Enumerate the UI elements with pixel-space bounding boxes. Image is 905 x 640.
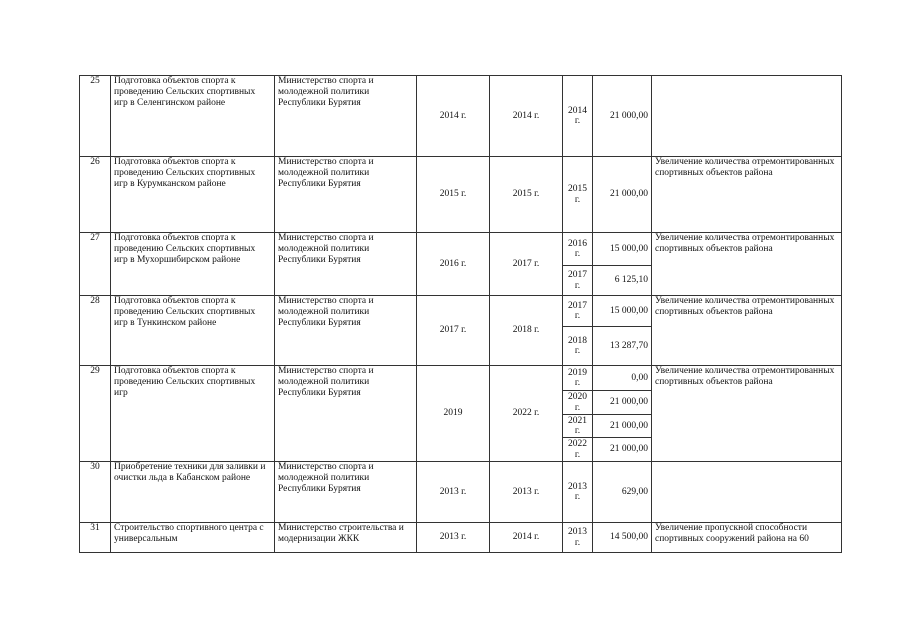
end-year: 2013 г. — [490, 462, 563, 523]
row-number: 28 — [80, 296, 111, 366]
funding-year: 2020 г. — [563, 391, 593, 415]
funding-amount: 629,00 — [593, 462, 652, 523]
start-year: 2019 — [417, 366, 490, 462]
funding-amount: 21 000,00 — [593, 391, 652, 415]
funding-year: 2013 г. — [563, 462, 593, 523]
funding-year: 2015 г. — [563, 157, 593, 233]
event-name: Приобретение техники для заливки и очистки льда в Кабанском районе — [111, 462, 275, 523]
program-table — [79, 75, 842, 553]
responsible-org: Министерство спорта и молодежной политики Республики Бурятия — [275, 462, 417, 523]
event-name: Подготовка объектов спорта к проведению Сельских спортивных игр в Курумканском районе — [111, 157, 275, 233]
end-year: 2018 г. — [490, 296, 563, 366]
funding-year: 2018 г. — [563, 327, 593, 366]
funding-amount: 15 000,00 — [593, 296, 652, 327]
expected-result — [652, 462, 842, 523]
table-row — [80, 462, 842, 523]
funding-year: 2016 г. — [563, 233, 593, 266]
table-row — [80, 76, 842, 157]
funding-amount: 13 287,70 — [593, 327, 652, 366]
end-year: 2014 г. — [490, 523, 563, 553]
expected-result: Увеличение количества отремонтированных спортивных объектов района — [652, 157, 842, 233]
funding-year: 2017 г. — [563, 296, 593, 327]
funding-year: 2017 г. — [563, 266, 593, 296]
start-year: 2014 г. — [417, 76, 490, 157]
table-row — [80, 157, 842, 233]
funding-year: 2014 г. — [563, 76, 593, 157]
responsible-org: Министерство спорта и молодежной политики Республики Бурятия — [275, 233, 417, 296]
event-name: Строительство спортивного центра с универсальным — [111, 523, 275, 553]
table-body — [80, 76, 842, 553]
expected-result: Увеличение количества отремонтированных спортивных объектов района — [652, 233, 842, 296]
row-number: 29 — [80, 366, 111, 462]
responsible-org: Министерство спорта и молодежной политики Республики Бурятия — [275, 76, 417, 157]
funding-year: 2019 г. — [563, 366, 593, 391]
end-year: 2017 г. — [490, 233, 563, 296]
start-year: 2015 г. — [417, 157, 490, 233]
event-name: Подготовка объектов спорта к проведению Сельских спортивных игр в Мухоршибирском районе — [111, 233, 275, 296]
start-year: 2013 г. — [417, 523, 490, 553]
end-year: 2014 г. — [490, 76, 563, 157]
row-number: 26 — [80, 157, 111, 233]
table-row — [80, 366, 842, 391]
event-name: Подготовка объектов спорта к проведению Сельских спортивных игр в Тункинском районе — [111, 296, 275, 366]
funding-amount: 14 500,00 — [593, 523, 652, 553]
expected-result: Увеличение количества отремонтированных спортивных объектов района — [652, 296, 842, 366]
event-name: Подготовка объектов спорта к проведению Сельских спортивных игр в Селенгинском районе — [111, 76, 275, 157]
funding-amount: 21 000,00 — [593, 438, 652, 462]
funding-amount: 21 000,00 — [593, 76, 652, 157]
responsible-org: Министерство спорта и молодежной политики Республики Бурятия — [275, 366, 417, 462]
funding-year: 2022 г. — [563, 438, 593, 462]
end-year: 2022 г. — [490, 366, 563, 462]
table-row — [80, 233, 842, 266]
responsible-org: Министерство спорта и молодежной политики Республики Бурятия — [275, 157, 417, 233]
start-year: 2013 г. — [417, 462, 490, 523]
expected-result: Увеличение пропускной способности спортивных сооружений района на 60 — [652, 523, 842, 553]
responsible-org: Министерство строительства и модернизации ЖКК — [275, 523, 417, 553]
expected-result: Увеличение количества отремонтированных спортивных объектов района — [652, 366, 842, 462]
row-number: 25 — [80, 76, 111, 157]
funding-amount: 0,00 — [593, 366, 652, 391]
row-number: 30 — [80, 462, 111, 523]
start-year: 2016 г. — [417, 233, 490, 296]
funding-amount: 21 000,00 — [593, 415, 652, 438]
funding-amount: 6 125,10 — [593, 266, 652, 296]
table-row — [80, 523, 842, 553]
funding-year: 2021 г. — [563, 415, 593, 438]
table-row — [80, 296, 842, 327]
funding-amount: 21 000,00 — [593, 157, 652, 233]
start-year: 2017 г. — [417, 296, 490, 366]
expected-result — [652, 76, 842, 157]
row-number: 27 — [80, 233, 111, 296]
end-year: 2015 г. — [490, 157, 563, 233]
responsible-org: Министерство спорта и молодежной политики Республики Бурятия — [275, 296, 417, 366]
funding-year: 2013 г. — [563, 523, 593, 553]
row-number: 31 — [80, 523, 111, 553]
funding-amount: 15 000,00 — [593, 233, 652, 266]
event-name: Подготовка объектов спорта к проведению Сельских спортивных игр — [111, 366, 275, 462]
